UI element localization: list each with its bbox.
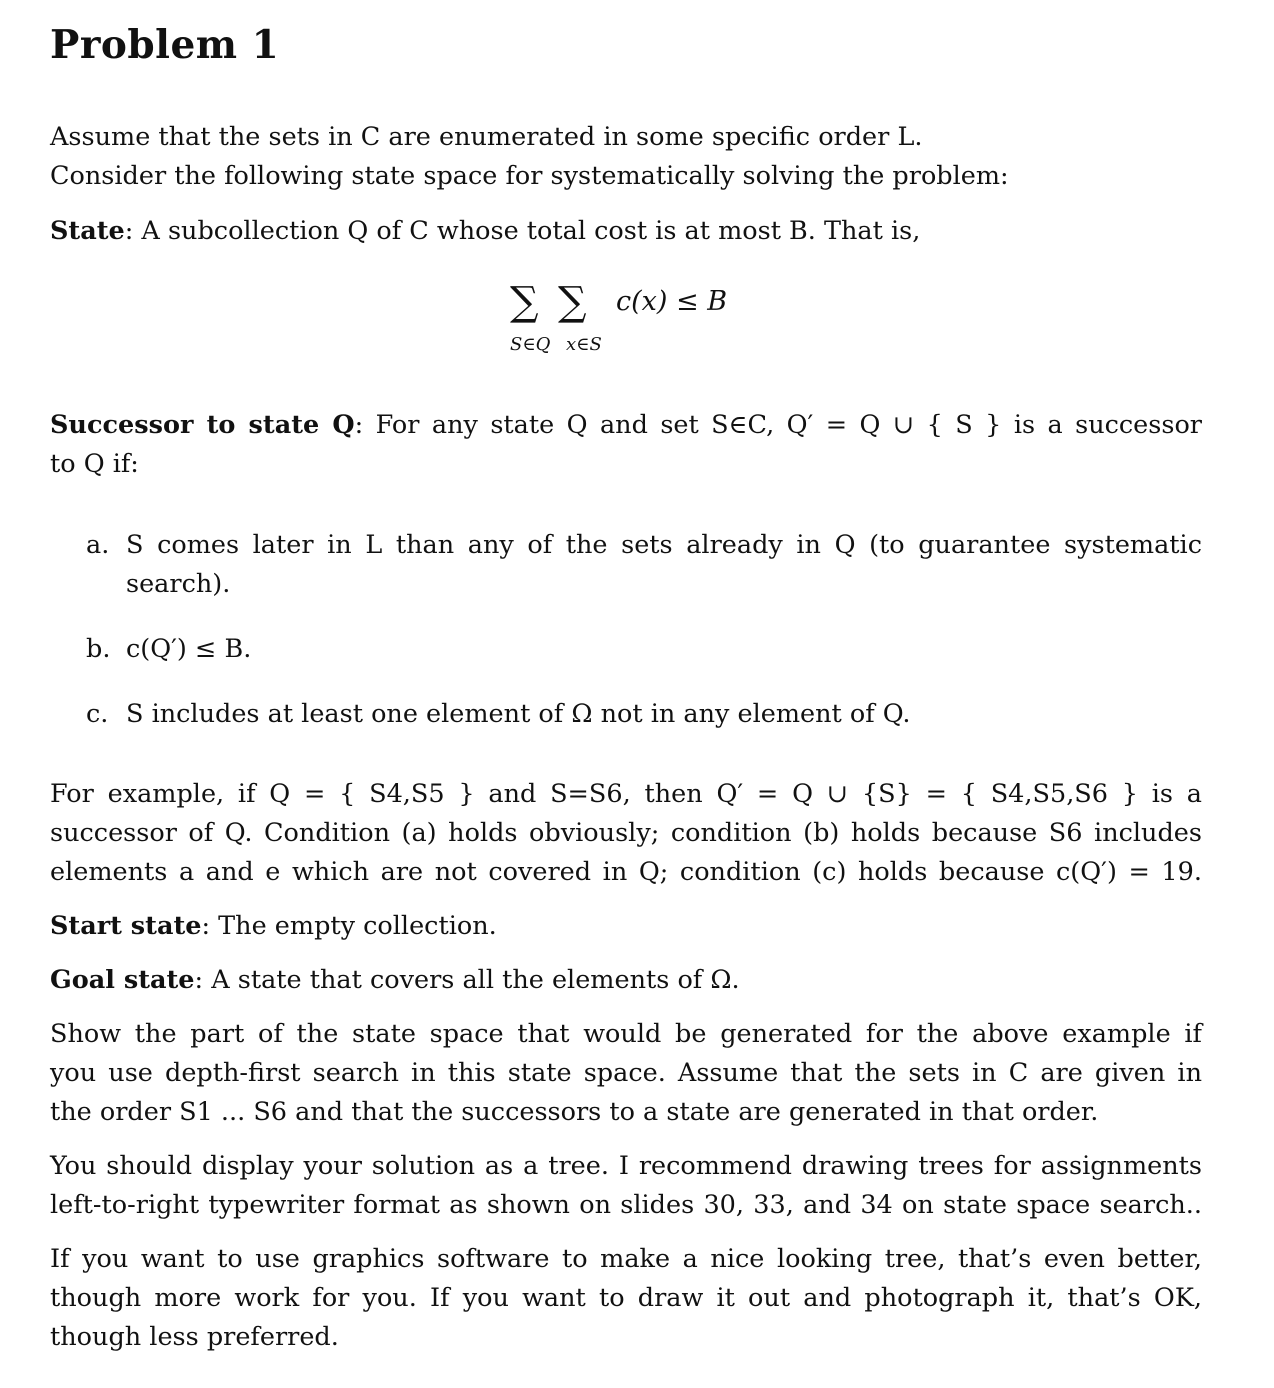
condition-b-text: c(Q′) ≤ B. xyxy=(126,634,252,664)
formula-expression: c(x) ≤ B xyxy=(616,286,728,317)
successor-definition xyxy=(50,406,1202,484)
state-text: : A subcollection Q of C whose total cost is at most B. That is, xyxy=(124,216,921,246)
condition-a-line-1: S comes later in L than any of the sets already in Q (to guarantee systematic xyxy=(126,530,1202,560)
condition-c-text: S includes at least one element of Ω not in any element of Q. xyxy=(126,699,911,729)
outer-sum-symbol: ∑ xyxy=(510,279,539,325)
goal-state-definition xyxy=(50,961,1202,1000)
example-line-2: successor of Q. Condition (a) holds obviously; condition (b) holds because S6 includes xyxy=(50,818,1202,848)
display-paragraph xyxy=(50,1147,1202,1225)
instructions-line-1: Show the part of the state space that would be generated for the above example if xyxy=(50,1019,1202,1049)
condition-b xyxy=(86,630,1202,670)
successor-line-2: to Q if: xyxy=(50,449,139,479)
condition-b-marker: b. xyxy=(86,634,111,664)
goal-state-label: Goal state xyxy=(50,965,195,995)
start-state-text: : The empty collection. xyxy=(201,911,497,941)
graphics-line-3: though less preferred. xyxy=(50,1322,339,1352)
graphics-line-1: If you want to use graphics software to make a nice looking tree, that’s even better, xyxy=(50,1244,1202,1274)
instructions-line-2: you use depth-first search in this state space. Assume that the sets in C are given in xyxy=(50,1058,1202,1088)
instructions-paragraph xyxy=(50,1015,1202,1132)
graphics-paragraph xyxy=(50,1240,1202,1357)
successor-label: Successor to state Q xyxy=(50,410,355,440)
example-line-1: For example, if Q = { S4,S5 } and S=S6, then Q′ = Q ∪ {S} = { S4,S5,S6 } is a xyxy=(50,779,1202,809)
intro-paragraph xyxy=(50,118,1202,196)
example-line-3: elements a and e which are not covered in Q; condition (c) holds because c(Q′) = 19. xyxy=(50,857,1202,887)
goal-state-text: : A state that covers all the elements of Ω. xyxy=(194,965,740,995)
start-state-label: Start state xyxy=(50,911,202,941)
condition-a-line-2: search). xyxy=(126,569,231,599)
intro-line-2: Consider the following state space for systematically solving the problem: xyxy=(50,161,1009,191)
state-label: State xyxy=(50,216,125,246)
display-line-1: You should display your solution as a tree. I recommend drawing trees for assignments xyxy=(50,1151,1202,1181)
intro-line-1: Assume that the sets in C are enumerated in some specific order L. xyxy=(50,122,923,152)
condition-c-marker: c. xyxy=(86,699,109,729)
condition-c xyxy=(86,695,1202,735)
condition-a-marker: a. xyxy=(86,530,110,560)
example-paragraph xyxy=(50,775,1202,892)
cost-constraint-formula xyxy=(510,280,810,360)
condition-a xyxy=(86,526,1202,606)
problem-title: Problem 1 xyxy=(50,22,280,68)
successor-line-1: : For any state Q and set S∈C, Q′ = Q ∪ { S } is a successor xyxy=(354,410,1202,440)
instructions-line-3: the order S1 ... S6 and that the successors to a state are generated in that order. xyxy=(50,1097,1099,1127)
graphics-line-2: though more work for you. If you want to draw it out and photograph it, that’s OK, xyxy=(50,1283,1202,1313)
display-line-2: left-to-right typewriter format as shown on slides 30, 33, and 34 on state space search.. xyxy=(50,1190,1202,1220)
state-definition xyxy=(50,212,1202,251)
inner-sum-subscript: x∈S xyxy=(566,334,602,355)
outer-sum-subscript: S∈Q xyxy=(510,334,551,355)
inner-sum-symbol: ∑ xyxy=(558,279,587,325)
start-state-definition xyxy=(50,907,1202,946)
